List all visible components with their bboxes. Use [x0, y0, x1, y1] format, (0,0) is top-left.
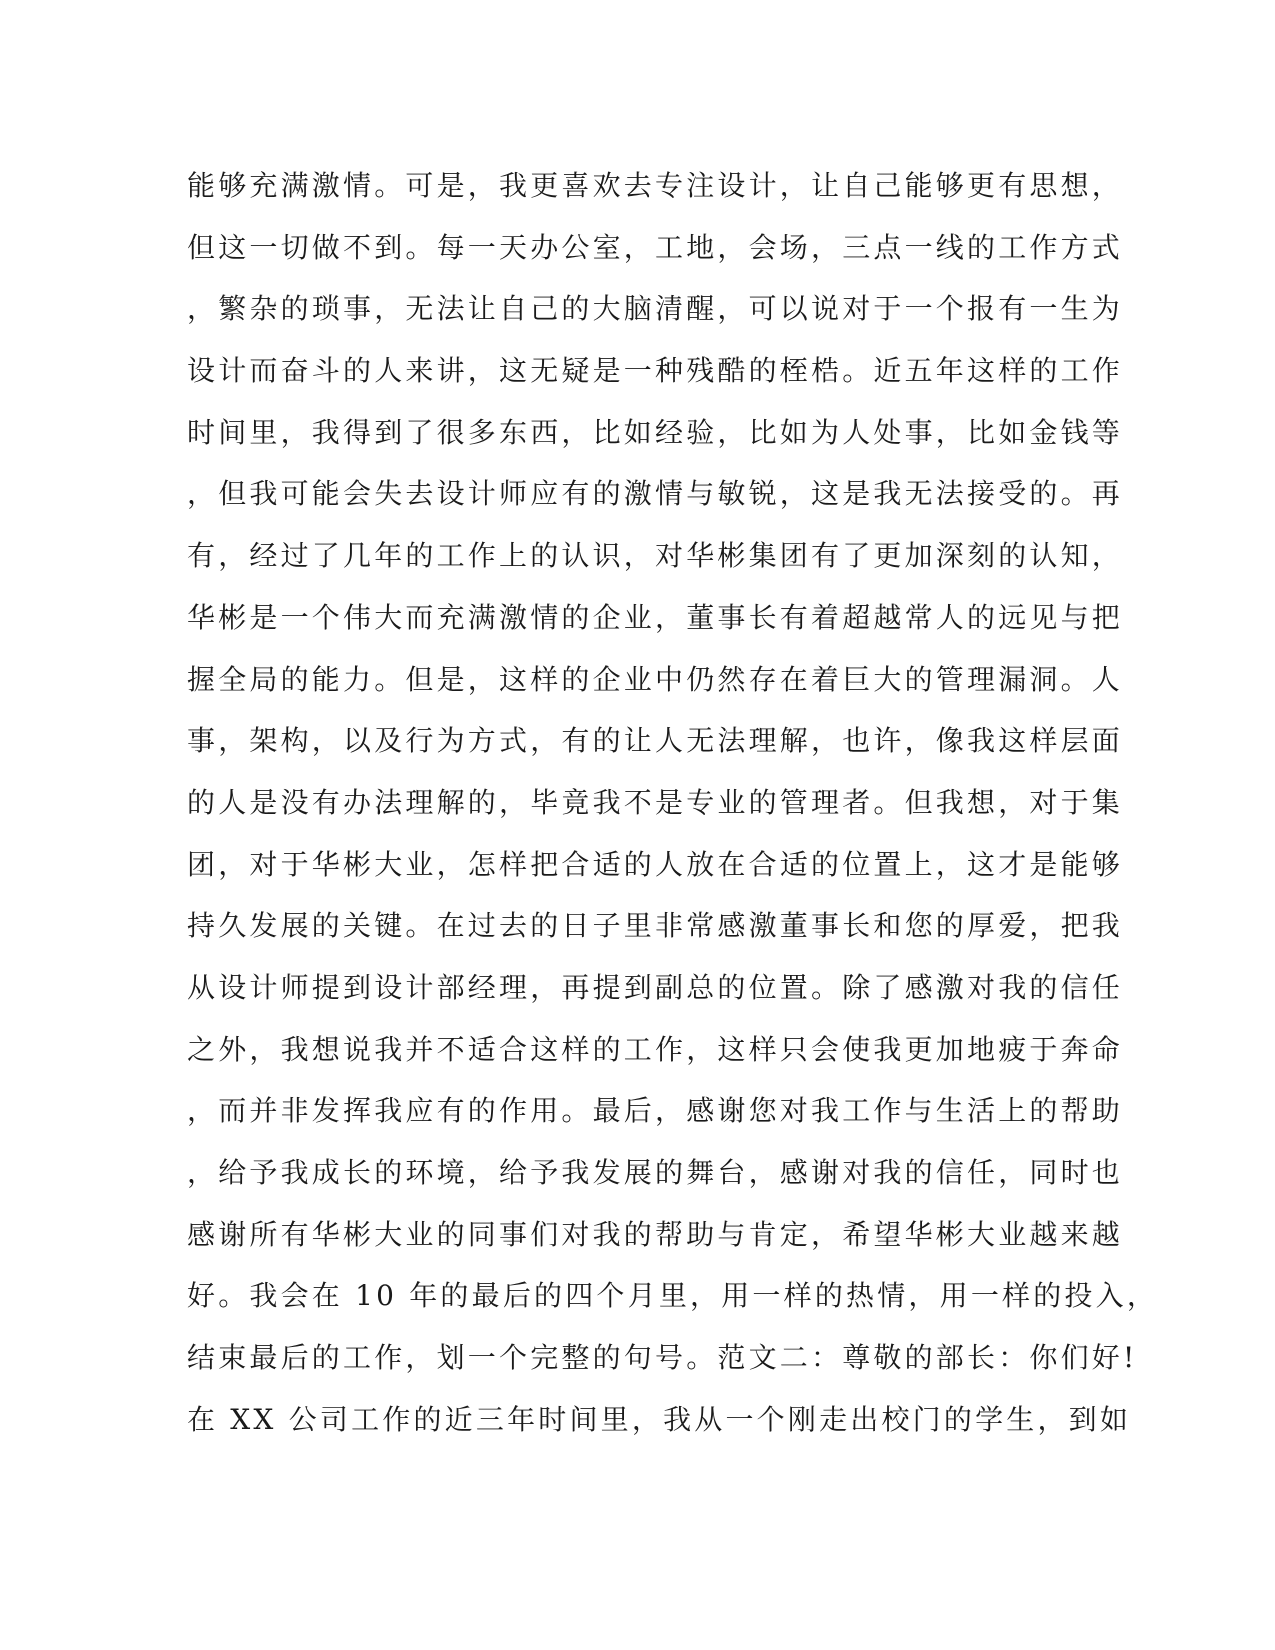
text-line: 握全局的能力。但是，这样的企业中仍然存在着巨大的管理漏洞。人 — [187, 662, 1124, 696]
text-line: ，繁杂的琐事，无法让自己的大脑清醒，可以说对于一个报有一生为 — [187, 292, 1124, 326]
text-line: 感谢所有华彬大业的同事们对我的帮助与肯定，希望华彬大业越来越 — [187, 1217, 1124, 1251]
text-line: 事，架构，以及行为方式，有的让人无法理解，也许，像我这样层面 — [187, 724, 1124, 758]
text-line: 能够充满激情。可是，我更喜欢去专注设计，让自己能够更有思想， — [187, 169, 1124, 202]
text-line: 的人是没有办法理解的，毕竟我不是专业的管理者。但我想，对于集 — [187, 785, 1124, 819]
text-line: 设计而奋斗的人来讲，这无疑是一种残酷的桎梏。近五年这样的工作 — [187, 354, 1124, 388]
text-line: 在 XX 公司工作的近三年时间里，我从一个刚走出校门的学生，到如 — [187, 1402, 1132, 1436]
text-line: 华彬是一个伟大而充满激情的企业，董事长有着超越常人的远见与把 — [187, 600, 1124, 634]
text-line: 好。我会在 10 年的最后的四个月里，用一样的热情，用一样的投入， — [187, 1279, 1159, 1313]
text-line: ，给予我成长的环境，给予我发展的舞台，感谢对我的信任，同时也 — [187, 1156, 1124, 1189]
text-line: 之外，我想说我并不适合这样的工作，这样只会使我更加地疲于奔命 — [187, 1032, 1124, 1066]
text-line: 团，对于华彬大业，怎样把合适的人放在合适的位置上，这才是能够 — [187, 847, 1124, 881]
text-line: 时间里，我得到了很多东西，比如经验，比如为人处事，比如金钱等 — [187, 415, 1124, 449]
text-line: 结束最后的工作，划一个完整的句号。范文二：尊敬的部长：你们好! — [187, 1341, 1138, 1375]
text-line: 但这一切做不到。每一天办公室，工地，会场，三点一线的工作方式 — [187, 230, 1124, 264]
text-line: ，而并非发挥我应有的作用。最后，感谢您对我工作与生活上的帮助 — [187, 1094, 1124, 1128]
text-line: ，但我可能会失去设计师应有的激情与敏锐，这是我无法接受的。再 — [187, 477, 1124, 511]
text-line: 持久发展的关键。在过去的日子里非常感激董事长和您的厚爱，把我 — [187, 909, 1124, 943]
text-line: 有，经过了几年的工作上的认识，对华彬集团有了更加深刻的认知， — [187, 539, 1124, 573]
text-line: 从设计师提到设计部经理，再提到副总的位置。除了感激对我的信任 — [187, 970, 1124, 1004]
body-text — [187, 155, 1159, 1450]
